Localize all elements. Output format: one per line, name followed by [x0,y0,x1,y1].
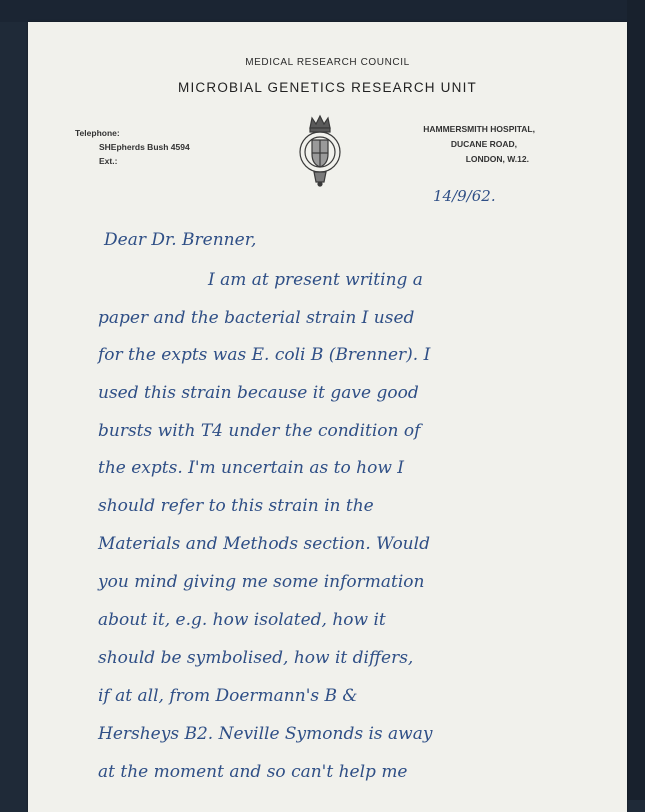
body-line: at the moment and so can't help me [98,762,408,782]
body-line: paper and the bacterial strain I used [98,308,415,328]
royal-crest-icon [292,112,348,188]
address-line: LONDON, W.12. [465,154,529,164]
body-line: Materials and Methods section. Would [98,534,430,554]
body-line: I am at present writing a [208,270,423,290]
letter-date: 14/9/62. [433,187,496,205]
address-line: HAMMERSMITH HOSPITAL, [423,124,535,134]
body-line: Hersheys B2. Neville Symonds is away [98,724,433,744]
body-line: bursts with T4 under the condition of [98,421,421,441]
body-line: you mind giving me some information [98,572,425,592]
letterhead-unit: MICROBIAL GENETICS RESEARCH UNIT [178,80,477,95]
address-block [423,122,535,167]
body-line: should refer to this strain in the [98,496,374,516]
body-line: for the expts was E. coli B (Brenner). I [98,345,431,365]
body-line: about it, e.g. how isolated, how it [98,610,386,630]
telephone-block [75,126,190,168]
scan-border-right [627,0,645,800]
telephone-number: SHEpherds Bush 4594 [99,142,190,152]
letterhead-council: MEDICAL RESEARCH COUNCIL [245,57,410,68]
body-line: if at all, from Doermann's B & [98,686,358,706]
body-line: should be symbolised, how it differs, [98,648,414,668]
body-line: the expts. I'm uncertain as to how I [98,458,404,478]
salutation: Dear Dr. Brenner, [104,230,257,250]
body-line: used this strain because it gave good [98,383,419,403]
ext-label: Ext.: [99,156,118,166]
address-line: DUCANE ROAD, [450,139,517,149]
telephone-label: Telephone: [75,128,120,138]
scan-border-top [0,0,645,22]
letter-page [28,22,627,812]
